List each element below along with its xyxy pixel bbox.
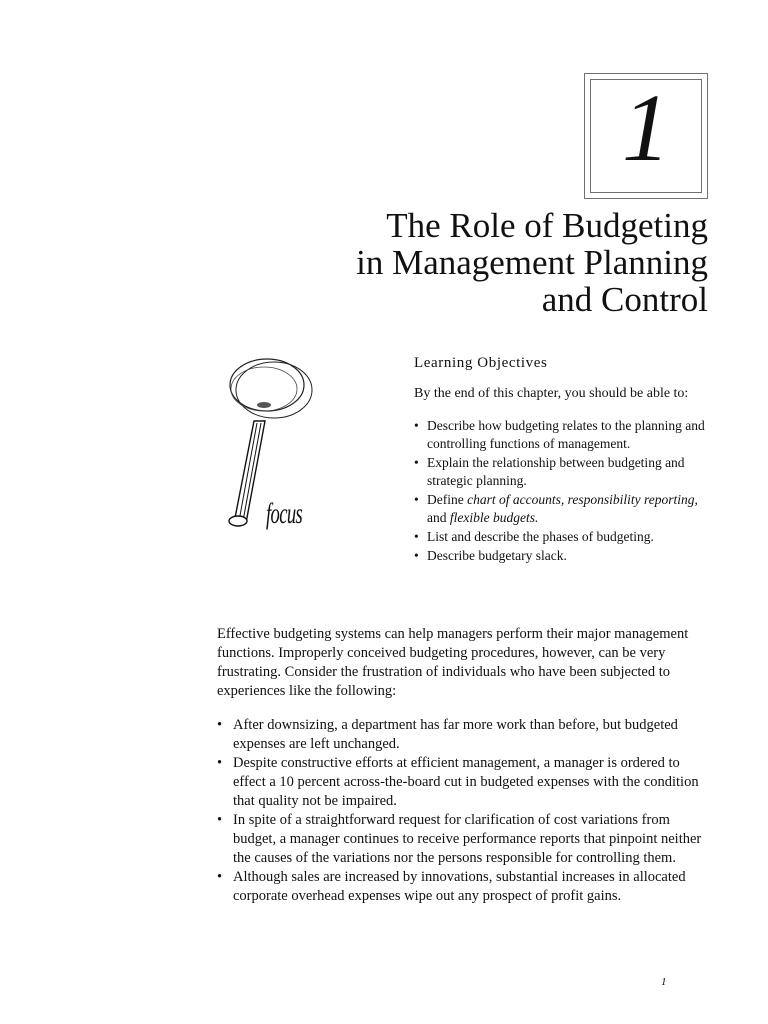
chapter-title-line: The Role of Budgeting bbox=[386, 206, 708, 245]
objective-text: and bbox=[427, 510, 450, 525]
example-item: • After downsizing, a department has far more work than before, but budgeted expenses are left unchanged. bbox=[217, 716, 709, 754]
example-item: • In spite of a straightforward request for clarification of cost variations from budget, a manager continues to receive performance reports that pinpoint neither the causes of the variations nor the persons responsible for controlling them. bbox=[217, 811, 709, 868]
chapter-title bbox=[288, 207, 708, 318]
objective-term: flexible budgets. bbox=[449, 510, 539, 525]
learning-objectives-intro: By the end of this chapter, you should be able to: bbox=[414, 386, 689, 401]
objective-item: • List and describe the phases of budgeting. bbox=[414, 528, 714, 546]
objective-item bbox=[414, 491, 714, 527]
learning-objectives-list bbox=[414, 417, 714, 566]
chapter-title-line: and Control bbox=[541, 280, 708, 319]
example-list bbox=[217, 716, 709, 906]
objective-term: chart of accounts, responsibility reporting, bbox=[467, 492, 698, 507]
learning-objectives-heading: Learning Objectives bbox=[414, 355, 548, 371]
chapter-number-box bbox=[584, 73, 708, 199]
intro-paragraph: Effective budgeting systems can help managers perform their major management functions. Improperly conceived budgeting procedures, however, can be very frustrating. Consider the frustration of individuals who have been subjected to experiences like the following: bbox=[217, 626, 689, 699]
objective-item: • Describe how budgeting relates to the planning and controlling functions of management. bbox=[414, 417, 714, 453]
example-item: • Although sales are increased by innovations, substantial increases in allocated corporate overhead expenses wipe out any prospect of profit gains. bbox=[217, 868, 709, 906]
objective-text: Define bbox=[427, 492, 468, 507]
focus-label: focus bbox=[266, 497, 303, 530]
objective-item: • Describe budgetary slack. bbox=[414, 547, 714, 565]
chapter-title-line: in Management Planning bbox=[356, 243, 708, 282]
example-item: • Despite constructive efforts at efficient management, a manager is ordered to effect a 10 percent across-the-board cut in budgeted expenses with the condition that quality not be impaired. bbox=[217, 754, 709, 811]
page-number: 1 bbox=[661, 976, 667, 988]
chapter-number: 1 bbox=[622, 74, 670, 181]
objective-item: • Explain the relationship between budgeting and strategic planning. bbox=[414, 454, 714, 490]
